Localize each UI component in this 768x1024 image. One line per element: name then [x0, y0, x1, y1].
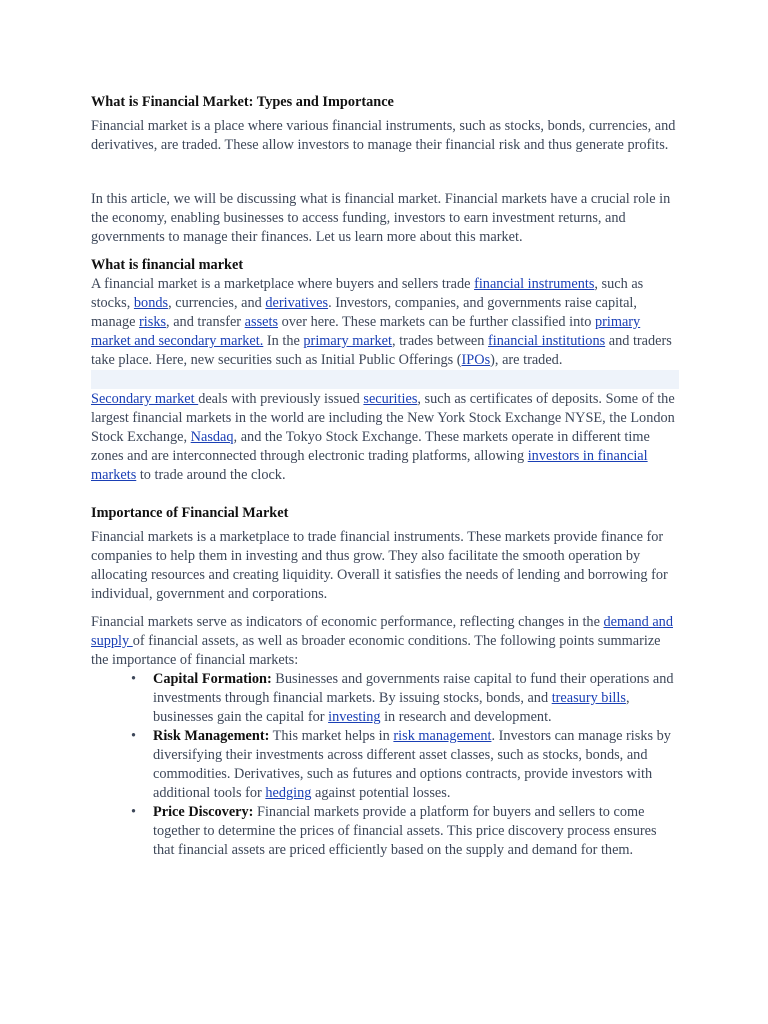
section-heading-importance: Importance of Financial Market	[91, 505, 289, 521]
section-heading-what-is: What is financial market	[91, 257, 244, 273]
list-item-capital-formation	[131, 670, 679, 727]
link-bonds[interactable]: bonds	[133, 295, 169, 311]
definition-paragraph	[91, 275, 679, 370]
link-assets[interactable]: assets	[244, 314, 279, 330]
text: Financial markets provide a platform for buyers and sellers to come together to determine the prices of financial assets. This price discovery process ensures that financial assets are priced efficiently based on the supply and demand for them.	[153, 804, 657, 858]
link-primary-secondary-market[interactable]: primary market and secondary market.	[91, 314, 641, 349]
highlight-band	[91, 370, 679, 389]
text: , and transfer	[166, 314, 245, 330]
text: In the	[263, 333, 304, 349]
link-risk-management[interactable]: risk management	[393, 728, 492, 744]
link-financial-instruments[interactable]: financial instruments	[474, 276, 595, 292]
text: over here. These markets can be further classified into	[278, 314, 595, 330]
bullet-icon: •	[131, 728, 137, 744]
list-item-price-discovery	[131, 803, 679, 860]
list-item-risk-management	[131, 727, 679, 803]
text: , trades between	[391, 333, 489, 349]
text: and traders take place. Here, new securities such as Initial Public Offerings (	[91, 333, 672, 368]
bullet-icon: •	[131, 671, 137, 687]
link-primary-market[interactable]: primary market	[303, 333, 392, 349]
list-item-label: Price Discovery:	[153, 804, 254, 820]
text: , such as certificates of deposits. Some of the largest financial markets in the world are including the New York Stock Exchange NYSE, the London Stock Exchange,	[91, 391, 675, 445]
text: , and the Tokyo Stock Exchange. These markets operate in different time zones and are interconnected through electronic trading platforms, allowing	[91, 429, 650, 464]
text: against potential losses.	[311, 785, 451, 801]
text: , currencies, and	[168, 295, 266, 311]
article-intro-paragraph: In this article, we will be discussing what is financial market. Financial markets have a crucial role in the economy, enabling businesses to access funding, investors to earn investment returns, and governments to manage their finances. Let us learn more about this market.	[91, 191, 671, 245]
text: A financial market is a marketplace where buyers and sellers trade	[91, 276, 475, 292]
link-risks[interactable]: risks	[139, 314, 167, 330]
text: . Investors, companies, and governments raise capital, manage	[91, 295, 637, 330]
text: Financial markets serve as indicators of economic performance, reflecting changes in the	[91, 614, 604, 630]
text: to trade around the clock.	[136, 467, 286, 483]
link-ipos[interactable]: IPOs	[461, 352, 491, 368]
link-nasdaq[interactable]: Nasdaq	[190, 429, 234, 445]
text: , such as stocks,	[91, 276, 644, 311]
text: of financial assets, as well as broader economic conditions. The following points summarize the importance of financial markets:	[91, 633, 661, 668]
text: Businesses and governments raise capital to fund their operations and investments through financial markets. By issuing stocks, bonds, and	[153, 671, 674, 706]
link-securities[interactable]: securities	[363, 391, 418, 407]
text: ), are traded.	[490, 352, 563, 368]
link-investing[interactable]: investing	[328, 709, 381, 725]
text: deals with previously issued	[198, 391, 364, 407]
indicators-paragraph	[91, 613, 679, 670]
list-item-label: Risk Management:	[153, 728, 270, 744]
secondary-market-paragraph	[91, 390, 679, 485]
importance-paragraph: Financial markets is a marketplace to trade financial instruments. These markets provide finance for companies to help them in investing and thus grow. They also facilitate the smooth operation by allocating resources and creating liquidity. Overall it satisfies the needs of lending and borrowing for individual, government and corporations.	[91, 529, 668, 602]
importance-list	[91, 670, 679, 860]
document-page	[91, 93, 679, 860]
link-financial-institutions[interactable]: financial institutions	[488, 333, 606, 349]
link-demand-and-supply[interactable]: demand and supply	[91, 614, 673, 649]
text: This market helps in	[269, 728, 394, 744]
list-item-label: Capital Formation:	[153, 671, 272, 687]
text: , businesses gain the capital for	[153, 690, 630, 725]
article-title: What is Financial Market: Types and Importance	[91, 94, 394, 110]
intro-paragraph: Financial market is a place where various financial instruments, such as stocks, bonds, currencies, and derivatives, are traded. These allow investors to manage their financial risk and thus generate profits.	[91, 118, 676, 153]
link-treasury-bills[interactable]: treasury bills	[551, 690, 626, 706]
link-investors-in-financial-markets[interactable]: investors in financial markets	[91, 448, 648, 483]
text: in research and development.	[380, 709, 552, 725]
link-derivatives[interactable]: derivatives	[265, 295, 329, 311]
bullet-icon: •	[131, 804, 137, 820]
link-hedging[interactable]: hedging	[265, 785, 312, 801]
text: . Investors can manage risks by diversifying their investments across different asset classes, such as stocks, bonds, and commodities. Derivatives, such as futures and options contracts, provide investors with additional tools for	[153, 728, 671, 801]
link-secondary-market[interactable]: Secondary market	[91, 391, 199, 407]
